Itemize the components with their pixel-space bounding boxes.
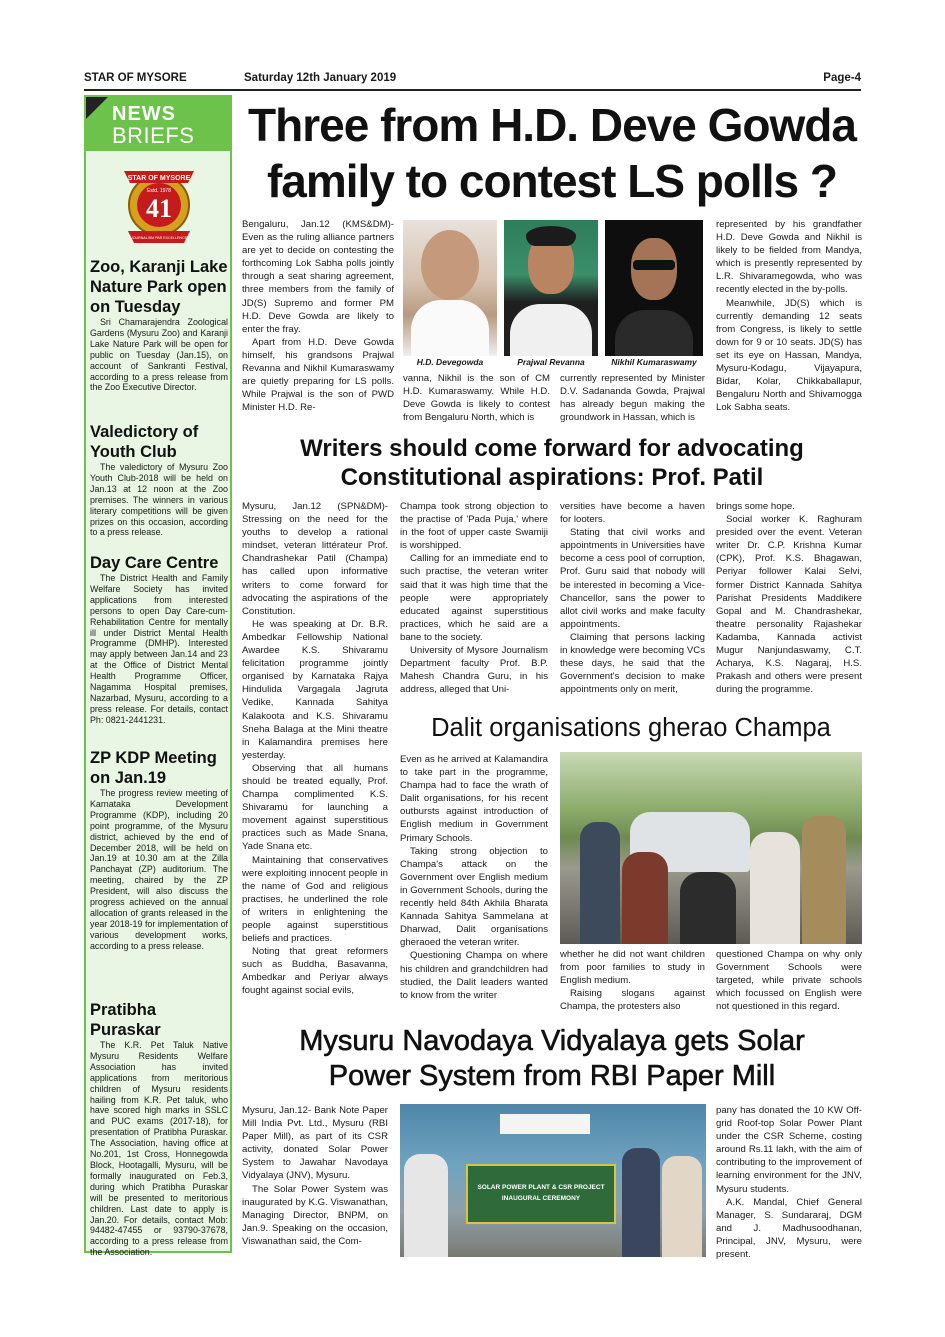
corner-flag-icon — [86, 97, 108, 119]
story3-headline: Dalit organisations gherao Champa — [431, 714, 831, 742]
person-shape — [802, 816, 846, 944]
emblem-top-text: STAR OF MYSORE — [127, 175, 191, 182]
paragraph: Maintaining that conservatives were exploiting innocent people in the name of God and religious practises, he underlined the role of writers in enlightening the people against superstitious beliefs and practices. — [242, 854, 388, 945]
emblem-bottom-text: JOURNALISM PAR EXCELLENCE — [130, 236, 188, 240]
paragraph: represented by his grandfather H.D. Deve Gowda and Nikhil is likely to be fielded from Mandya, which is presently represented by L.R. Shivaramegowda, who was recently elected in the by-polls. — [716, 219, 862, 296]
sunglasses-icon — [633, 260, 675, 270]
briefs-label: BRIEFS — [112, 123, 195, 148]
story1-headline-line2: family to contest LS polls ? — [266, 155, 838, 207]
brief-title: Day Care Centre — [90, 554, 219, 572]
paragraph: A.K. Mandal, Chief General Manager, S. Sundararaj, DGM and J. Madhusoodhanan, Principal, JNV, Mysuru, were present. — [716, 1196, 862, 1261]
brief-day-care — [90, 553, 228, 726]
banner-line-1: SOLAR POWER PLANT & CSR PROJECT — [477, 1184, 605, 1191]
story1-column-3 — [560, 372, 705, 424]
person-shape — [622, 1148, 660, 1257]
story4-headline-line2: Power System from RBI Paper Mill — [328, 1060, 776, 1092]
emblem-estd: Estd. 1978 — [147, 188, 171, 194]
paragraph: Questioning Champa on where his children and grandchildren had studied, the Dalit leaders wanted to know from the writer — [400, 950, 548, 1001]
paragraph: Bengaluru, Jan.12 (KMS&DM)- Even as the ruling alliance partners are yet to decide on contesting the forthcoming Lok Sabha polls jointly through a seat sharing agreement, three members from the family of JD(S) Supremo and former PM H.D. Deve Gowda are likely to enter the fray. — [242, 219, 394, 335]
paragraph: Calling for an immediate end to such practise, the veteran writer said that it was high time that the people were appropriately educated against superstitious practices, which he said are a bane to the society. — [400, 553, 548, 643]
story1-headline — [242, 97, 862, 209]
news-briefs-sidebar — [84, 95, 232, 1258]
story1-headline-line1: Three from H.D. Deve Gowda — [248, 99, 856, 151]
person-shape — [680, 872, 736, 944]
person-shape — [580, 822, 620, 944]
caption-nikhil: Nikhil Kumaraswamy — [611, 357, 697, 367]
paragraph: Meanwhile, JD(S) which is currently demanding 12 seats from Congress, is likely to settle down for 9 or 10 seats. JD(S) has set its eye on Hassan, Mandya, Mysuru-Kodagu, Vijayapura, Bidar, Kolar, Chikkaballapur, Bengaluru North and Shivamogga Lok Sabha seats. — [716, 297, 862, 414]
story1-column-2 — [403, 372, 550, 424]
photo-solar-ceremony — [400, 1104, 706, 1257]
brief-zp-kdp — [90, 748, 228, 952]
paragraph: currently represented by Minister D.V. Sadananda Gowda, Prajwal has already begun making the groundwork in Hassan, which is — [560, 373, 705, 424]
person-shape — [662, 1156, 702, 1257]
paragraph: brings some hope. — [716, 501, 795, 512]
story2-column-2 — [400, 500, 548, 696]
story4-column-1 — [242, 1104, 388, 1248]
caption-deve-gowda: H.D. Devegowda — [416, 357, 484, 367]
masthead — [84, 72, 861, 86]
brief-body: Sri Chamarajendra Zoological Gardens (Mysuru Zoo) and Karanji Lake Nature Park will be open for public on Tuesday (Jan.15), on account of Sankranti Festival, according to a press release from the Zoo Executive Director. — [90, 317, 228, 393]
story1-column-4 — [716, 218, 862, 414]
portrait-hair — [526, 226, 576, 246]
inaugural-banner — [466, 1164, 616, 1224]
anniversary-emblem — [122, 159, 196, 249]
paragraph: University of Mysore Journalism Department faculty Prof. B.P. Mahesh Chandra Guru, in his address, alleged that Uni- — [400, 645, 548, 696]
brief-body: The valedictory of Mysuru Zoo Youth Club-2018 will be held on Jan.13 at 12 noon at the Zoo premises. The winners in various literary competitions will be given prizes on this occasion, according to a press release. — [90, 462, 228, 538]
news-briefs-header — [86, 97, 230, 151]
brief-body: The K.R. Pet Taluk Native Mysuru Residents Welfare Association has invited applications from meritorious children of Mysuru residents hailing from K.R. Pet taluk, who have scored high marks in SSLC and PUC exams (2017-18), for presentation of Pratibha Puraskar. The Association, having office at No.201, 1st Cross, Honnegowda Block, Hootagalli, Mysuru, will be formally inaugurated on Feb.3, during which Pratibha Puraskar will be presented to meritorious children. Last date to apply is Jan.20. For details, contact Mob: 94482-47455 or 93790-37678, according to a press release from the Association. — [90, 1040, 228, 1258]
brief-zoo — [90, 257, 228, 393]
brief-title: Valedictory of Youth Club — [90, 423, 199, 461]
paragraph: Apart from H.D. Deve Gowda himself, his grandsons Prajwal Revanna and Nikhil Kumaraswamy are quietly preparing for LS polls. While Prajwal is the son of PWD Minister H.D. Re- — [242, 336, 394, 414]
story3-column-3 — [716, 948, 862, 1013]
brief-valedictory — [90, 422, 228, 538]
sign-board — [500, 1114, 590, 1134]
portrait-face — [421, 230, 479, 300]
story2-headline — [242, 434, 862, 492]
caption-prajwal: Prajwal Revanna — [517, 357, 585, 367]
page-number: Page-4 — [823, 72, 861, 84]
story4-column-4 — [716, 1104, 862, 1261]
paragraph: questioned Champa on why only Government Schools were targeted, while private schools which focussed on English were not questioned in this regard. — [716, 949, 862, 1013]
portrait-shirt — [615, 310, 693, 356]
paragraph: Observing that all humans should be treated equally, Prof. Champa complimented K.S. Shivaramu for launching a movement against superstitious practices such as Made Snana, Yade Snana etc. — [242, 762, 388, 853]
story4-headline — [242, 1024, 862, 1094]
person-shape — [622, 852, 668, 944]
story2-headline-line2: Constitutional aspirations: Prof. Patil — [340, 464, 764, 491]
paragraph: Noting that great reformers such as Buddha, Basavanna, Ambedkar and Periyar always fought against social evils, — [242, 946, 388, 997]
photo-nikhil — [605, 220, 703, 356]
story1-column-1 — [242, 218, 394, 414]
paragraph: Mysuru, Jan.12 (SPN&DM)- Stressing on the need for the youths to develop a rational mindset, veteran littérateur Prof. Chandrashekar Patil (Champa) has called upon informative writers to come forward for advocating the aspirations of the Constitution. — [242, 501, 388, 617]
story2-column-3 — [560, 500, 705, 696]
paragraph: vanna, Nikhil is the son of CM H.D. Kumaraswamy. While H.D. Deve Gowda is likely to contest from Bengaluru North, which is — [403, 373, 550, 424]
paragraph: Raising slogans against Champa, the protesters also — [560, 988, 705, 1013]
story3-column-1 — [400, 753, 548, 1002]
story2-headline-line1: Writers should come forward for advocating — [300, 435, 804, 462]
portrait-shirt — [411, 300, 489, 356]
paragraph: Even as he arrived at Kalamandira to take part in the programme, Champa had to face the wrath of Dalit organisations, for his recent outbursts against introduction of English medium in Government Primary Schools. — [400, 754, 548, 844]
brief-title: ZP KDP Meeting on Jan.19 — [90, 749, 217, 787]
portrait-shirt — [510, 304, 592, 356]
paragraph: Social worker K. Raghuram presided over the event. Veteran writer Dr. C.P. Krishna Kumar (CPK), Prof. K.S. Bhagawan, Periyar follower Kalai Selvi, former District Kannada Sahitya Parishat Presidents Maddikere Gopal and M. Chandrashekar, theatre personality Rajashekar Kadamba, Kannada activist Mugur Nanjundaswamy, C.T. Acharya, K.S. Nagaraj, H.S. Prakash and others were present during the programme. — [716, 514, 862, 696]
emblem-number: 41 — [146, 194, 172, 223]
banner-line-2: INAUGURAL CEREMONY — [501, 1195, 581, 1202]
photo-gherao — [560, 752, 862, 944]
paragraph: pany has donated the 10 KW Off-grid Roof-top Solar Power Plant under the CSR Scheme, costing around Rs.11 lakh, with the aim of contributing to the improvement of learning environment for the JNV, Mysuru students. — [716, 1105, 862, 1195]
story4-headline-line1: Mysuru Navodaya Vidyalaya gets Solar — [299, 1025, 805, 1057]
news-label: NEWS — [112, 103, 176, 125]
brief-body: The District Health and Family Welfare Society has invited applications from interested persons to open Day Care-cum-Rehabilitation Centre for mentally ill under District Mental Health Programme (DMHP). Interested may apply between Jan.14 and 23 at the Office of District Mental Health Programme Officer, Nagamma Hospital premises, Nazarbad, Mysuru, according to a press release. For details, contact Ph: 0821-2441231. — [90, 573, 228, 725]
masthead-rule — [84, 89, 861, 91]
issue-date: Saturday 12th January 2019 — [244, 72, 397, 84]
brief-title: Zoo, Karanji Lake Nature Park open on Tuesday — [90, 258, 228, 316]
paragraph: Taking strong objection to Champa's attack on the Government over English medium in Government Schools, during the recently held 84th Akhila Bharata Kannada Sahitya Sammelana at Dharwad, Dalit organisations gheraoed the veteran writer. — [400, 845, 548, 949]
paragraph: The Solar Power System was inaugurated by K.G. Viswanathan, Managing Director, BNPM, on Jan.9. Speaking on the occasion, Viswanathan said, the Com- — [242, 1183, 388, 1247]
paragraph: Stating that civil works and appointments in Universities have become a cess pool of corruption, Prof. Guru said that nobody will be interested in becoming a Vice-Chancellor, sans the power to allot civil works and make faculty appointments. — [560, 527, 705, 630]
story2-column-4 — [716, 500, 862, 696]
person-shape — [404, 1154, 448, 1257]
photo-prajwal — [504, 220, 598, 356]
brief-pratibha — [90, 1000, 228, 1258]
story2-column-1 — [242, 500, 388, 998]
paragraph: He was speaking at Dr. B.R. Ambedkar Fellowship National Awardee K.S. Shivaramu felicitation programme jointly organised by Karnataka Rajya Hindulida Vargagala Jagruta Vedike, Kannada Sahitya Kalakoota and K.S. Shivaramu Sneha Balaga at the Mini theatre in Kalamandira premises here yesterday. — [242, 618, 388, 761]
story3-column-2 — [560, 948, 705, 1013]
brief-body: The progress review meeting of Karnataka Development Programme (KDP), including 20 point programme, of the Mysuru district, achieved by the end of December 2018, will be held on Jan.19 at 10.30 am at the Zilla Panchayat (ZP) auditorium. The meeting, chaired by the ZP President, will also discuss the progress achieved on the annual allocation of grants released in the year 2018-19 for implementation of various development works, according to a press release. — [90, 788, 228, 951]
photo-deve-gowda — [403, 220, 497, 356]
paragraph: versities have become a haven for looters. — [560, 501, 705, 526]
paragraph: whether he did not want children from poor families to study in English medium. — [560, 949, 705, 987]
person-shape — [750, 832, 800, 944]
paragraph: Champa took strong objection to the practise of 'Pada Puja,' where in the foot of upper caste Swamiji is worshipped. — [400, 501, 548, 552]
paragraph: Claiming that persons lacking in knowledge were becoming VCs these days, he said that the Government's decision to make appointments only on merit, — [560, 631, 705, 696]
paragraph: Mysuru, Jan.12- Bank Note Paper Mill India Pvt. Ltd., Mysuru (RBI Paper Mill), as part of its CSR activity, donated Solar Power System to Jawahar Navodaya Vidyalaya (JNV), Mysuru. — [242, 1105, 388, 1182]
paper-name: STAR OF MYSORE — [84, 72, 187, 84]
brief-title: Pratibha Puraskar — [90, 1001, 161, 1039]
